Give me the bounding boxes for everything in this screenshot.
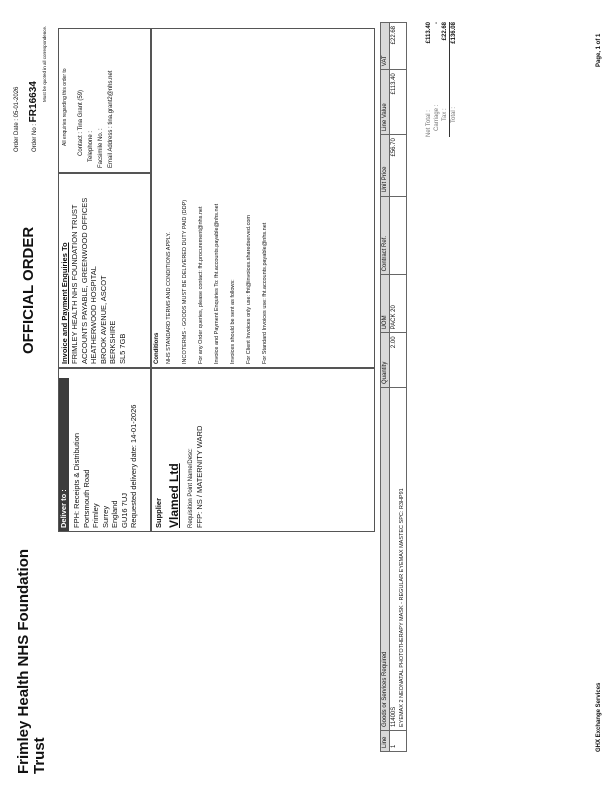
conditions-list bbox=[161, 200, 273, 364]
cell-vat: £22.68 bbox=[390, 23, 407, 70]
cell-uom: PACK 20 bbox=[390, 275, 407, 333]
supplier-name: Vlamed Ltd bbox=[167, 463, 181, 528]
order-number-label: Order No : bbox=[32, 123, 38, 152]
items-header-row bbox=[381, 23, 390, 752]
total-value: £136.08 bbox=[451, 22, 457, 44]
col-contract-ref: Contract Ref. bbox=[381, 196, 390, 275]
cell-contract-ref bbox=[390, 196, 407, 275]
deliver-to-address bbox=[72, 405, 139, 528]
invoice-to-line: BROOK AVENUE, ASCOT bbox=[98, 275, 108, 364]
col-goods: Goods or Services Required bbox=[381, 388, 390, 731]
deliver-to-line: Portsmouth Road bbox=[81, 469, 91, 528]
contact-details bbox=[76, 71, 116, 168]
condition-line: INCOTERMS - GOODS MUST BE DELIVERED DUTY PAID (DDP) bbox=[182, 199, 188, 364]
total-row bbox=[449, 22, 458, 137]
invoice-to-line: HEATHERWOOD HOSPITAL bbox=[89, 266, 98, 364]
col-vat: VAT bbox=[381, 23, 390, 70]
deliver-to-line: Surrey bbox=[100, 505, 110, 528]
contact-facsimile: Facsimile No. : bbox=[98, 128, 104, 168]
condition-line: For any Order queries, please contact: fht.procurement@nhs.net bbox=[198, 206, 204, 364]
condition-line: For Client Invoices only use: fht@invoices.sharedserved.com bbox=[246, 215, 252, 364]
carriage-row bbox=[433, 22, 441, 137]
trust-name bbox=[16, 549, 48, 774]
trust-name-line2: Trust bbox=[31, 737, 48, 774]
condition-line: NHS STANDARD TERMS AND CONDITIONS APPLY. bbox=[166, 232, 172, 364]
deliver-to-line: Frimley bbox=[91, 503, 100, 528]
net-total-row bbox=[425, 22, 433, 137]
cell-unit-price: £56.70 bbox=[390, 135, 407, 196]
contact-name: Contact : Tina Grant (59) bbox=[78, 89, 84, 156]
deliver-to-line: FPH: Receipts & Distribution bbox=[72, 432, 81, 528]
page-title: OFFICIAL ORDER bbox=[20, 226, 37, 354]
deliver-to-line: England bbox=[110, 500, 119, 528]
carriage-label: Carriage : bbox=[434, 104, 440, 131]
trust-name-line1: Frimley Health NHS Foundation bbox=[15, 548, 32, 774]
condition-line: For Standard Invoices use: fht.accounts.payable@nhs.net bbox=[262, 222, 268, 364]
footer-left: GHX Exchange Services bbox=[596, 682, 602, 752]
order-number: FR16634 bbox=[28, 81, 39, 123]
invoice-to-line: SL5 7GB bbox=[117, 333, 127, 364]
col-line-value: Line Value bbox=[381, 70, 390, 135]
contact-telephone: Telephone : bbox=[88, 130, 94, 162]
carriage-value: - bbox=[434, 22, 440, 24]
col-uom: UOM bbox=[381, 275, 390, 333]
cell-code: 11400S bbox=[390, 388, 399, 731]
supplier-heading: Supplier bbox=[154, 497, 163, 528]
total-label: Total : bbox=[451, 106, 457, 123]
contact-heading: All enquiries regarding this order to bbox=[62, 68, 68, 146]
footer-page-number: Page, 1 of 1 bbox=[596, 33, 602, 67]
invoice-to-line: BERKSHIRE bbox=[108, 320, 117, 364]
deliver-to-heading: Deliver to : bbox=[59, 378, 69, 531]
table-row bbox=[390, 23, 399, 752]
conditions-heading: Conditions bbox=[154, 332, 160, 364]
cell-line: 1 bbox=[390, 731, 407, 752]
col-quantity: Quantity bbox=[381, 333, 390, 388]
supplier-box bbox=[151, 368, 375, 532]
deliver-to-line: GU16 7UJ bbox=[119, 492, 129, 528]
col-line: Line bbox=[381, 731, 390, 752]
condition-line: Invoices should be sent as follows: bbox=[230, 279, 236, 364]
items-table bbox=[380, 22, 407, 752]
tax-row bbox=[441, 22, 449, 137]
invoice-to-address bbox=[70, 198, 127, 364]
net-total-value: £113.40 bbox=[426, 22, 432, 44]
cell-line-value: £113.40 bbox=[390, 70, 407, 135]
col-unit-price: Unit Price bbox=[381, 135, 390, 196]
net-total-label: Net Total : bbox=[426, 110, 432, 137]
quote-note: Must be quoted in all correspondence. bbox=[42, 25, 47, 102]
cell-description: EYEMAX 2 NEONATAL PHOTOTHERAPY MASK - REGULAR EYEMAX MASTEC SPC: R3HP91 bbox=[398, 388, 407, 731]
requisition-point-label: Requisition Point Name/Desc: bbox=[188, 448, 194, 528]
tax-label: Tax : bbox=[442, 108, 448, 121]
condition-line: Invoice and Payment Enquiries To: fht.accounts.payable@nhs.net bbox=[214, 203, 220, 364]
contact-email: Email Address : tina.grant2@nhs.net bbox=[108, 70, 114, 168]
totals-block bbox=[425, 22, 458, 137]
invoice-to-line: FRIMLEY HEALTH NHS FOUNDATION TRUST bbox=[70, 204, 79, 364]
order-number-row bbox=[28, 81, 39, 152]
invoice-to-heading: Invoice and Payment Enquiries To bbox=[60, 242, 69, 364]
requested-delivery-date: Requested delivery date: 14-01-2026 bbox=[129, 404, 138, 528]
order-date: Order Date : 05-01-2026 bbox=[14, 86, 20, 152]
tax-value: £22.68 bbox=[442, 22, 448, 41]
cell-quantity: 2.00 bbox=[390, 333, 407, 388]
invoice-to-line: ACCOUNTS PAYABLE, GREENWOOD OFFICES bbox=[79, 197, 89, 364]
requisition-point: FFP: NS / MATERNITY WARD bbox=[195, 425, 204, 528]
